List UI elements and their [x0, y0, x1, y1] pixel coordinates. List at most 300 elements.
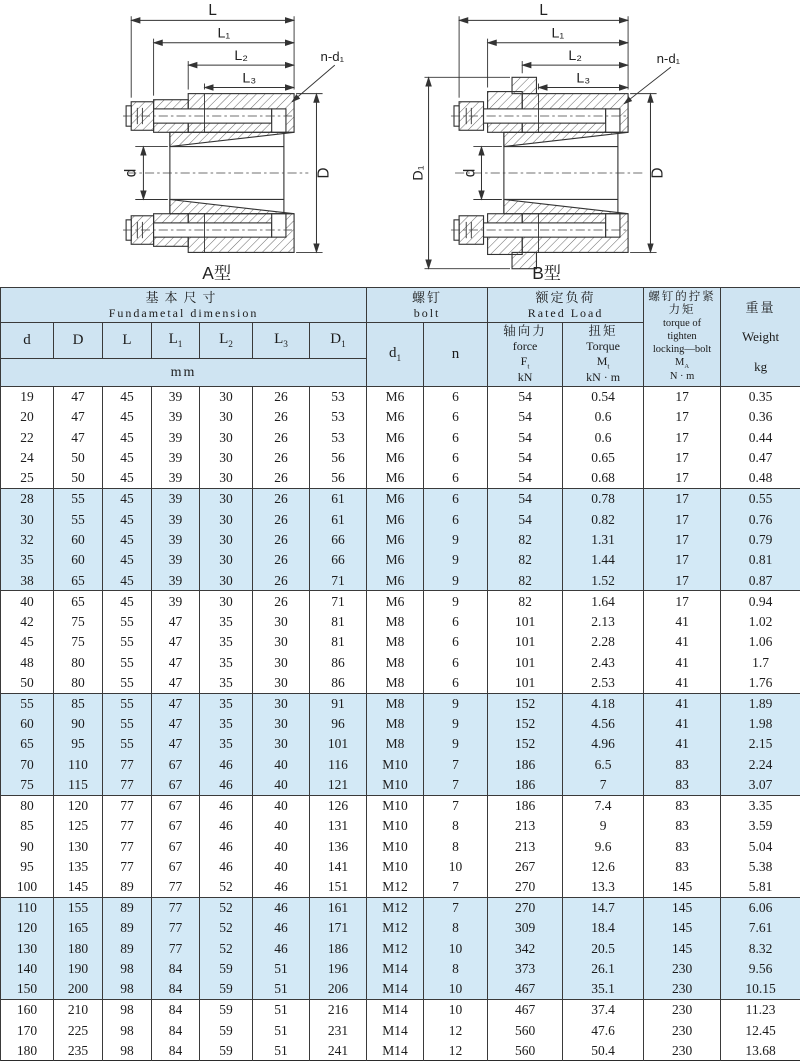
- cell: 83: [644, 754, 721, 774]
- cell: 53: [310, 387, 367, 407]
- table-row: [1, 775, 800, 795]
- cell: 210: [54, 1000, 103, 1020]
- cell: 39: [152, 427, 200, 447]
- cell: M8: [367, 632, 424, 652]
- cell: 30: [1, 509, 54, 529]
- cell: 82: [488, 591, 563, 611]
- cell: 1.52: [563, 570, 644, 590]
- cell: 32: [1, 530, 54, 550]
- cell: 40: [253, 754, 310, 774]
- cell: 40: [253, 795, 310, 815]
- cell: 17: [644, 468, 721, 488]
- cell: 1.64: [563, 591, 644, 611]
- cell: 35: [200, 693, 253, 713]
- cell: 9: [563, 816, 644, 836]
- table-row: [1, 550, 800, 570]
- cell: 170: [1, 1020, 54, 1040]
- cell: 8: [424, 959, 488, 979]
- cell: 47: [152, 673, 200, 693]
- cell: 26: [253, 468, 310, 488]
- cell: 0.44: [721, 427, 800, 447]
- cell: 230: [644, 1020, 721, 1040]
- cell: M14: [367, 1041, 424, 1061]
- cell: 7: [563, 775, 644, 795]
- col-header-L3: $L_3$: [253, 323, 310, 359]
- cell: 47: [54, 387, 103, 407]
- dim-label-L1: L₁: [551, 25, 565, 42]
- drawing-caption-a: A型: [202, 262, 232, 283]
- cell: M6: [367, 448, 424, 468]
- cell: 47: [152, 734, 200, 754]
- cell: 9: [424, 570, 488, 590]
- cell: 39: [152, 550, 200, 570]
- cell: 1.98: [721, 714, 800, 734]
- cell: 30: [200, 489, 253, 509]
- col-header-L1: $L_1$: [152, 323, 200, 359]
- header-tighten-en1: torque of: [662, 318, 702, 330]
- table-row: [1, 959, 800, 979]
- cell: 5.81: [721, 877, 800, 897]
- cell: 151: [310, 877, 367, 897]
- cell: 0.76: [721, 509, 800, 529]
- cell: 121: [310, 775, 367, 795]
- cell: 53: [310, 427, 367, 447]
- cell: 77: [103, 754, 152, 774]
- cell: M10: [367, 857, 424, 877]
- cell: 0.55: [721, 489, 800, 509]
- cell: M6: [367, 387, 424, 407]
- table-row: [1, 938, 800, 958]
- cell: 7: [424, 775, 488, 795]
- cell: 39: [152, 387, 200, 407]
- cell: 4.96: [563, 734, 644, 754]
- cell: 46: [200, 775, 253, 795]
- cell: M6: [367, 591, 424, 611]
- cell: 39: [152, 591, 200, 611]
- cell: 467: [488, 1000, 563, 1020]
- cell: 77: [103, 795, 152, 815]
- cell: M6: [367, 509, 424, 529]
- cell: 0.47: [721, 448, 800, 468]
- cell: 47: [152, 652, 200, 672]
- cell: 0.35: [721, 387, 800, 407]
- cell: 37.4: [563, 1000, 644, 1020]
- cell: 89: [103, 877, 152, 897]
- cell: 30: [200, 591, 253, 611]
- cell: 19: [1, 387, 54, 407]
- table-row: [1, 693, 800, 713]
- cell: 131: [310, 816, 367, 836]
- cell: 30: [200, 570, 253, 590]
- cell: 52: [200, 897, 253, 917]
- cell: 54: [488, 509, 563, 529]
- cell: 41: [644, 714, 721, 734]
- cell: 35: [200, 734, 253, 754]
- cell: 230: [644, 979, 721, 999]
- header-rated-en: Rated Load: [527, 305, 604, 320]
- cell: 9: [424, 530, 488, 550]
- cell: M12: [367, 877, 424, 897]
- col-header-force: [488, 323, 563, 387]
- cell: 45: [1, 632, 54, 652]
- cell: M6: [367, 427, 424, 447]
- cell: 6.06: [721, 897, 800, 917]
- cell: 10: [424, 1000, 488, 1020]
- cell: 54: [488, 468, 563, 488]
- cell: 116: [310, 754, 367, 774]
- cell: 6: [424, 448, 488, 468]
- cell: 0.68: [563, 468, 644, 488]
- cell: 77: [152, 897, 200, 917]
- cell: 60: [1, 714, 54, 734]
- cell: 161: [310, 897, 367, 917]
- cell: 180: [1, 1041, 54, 1061]
- dim-label-D1: D₁: [410, 165, 427, 181]
- cell: 75: [1, 775, 54, 795]
- cell: 241: [310, 1041, 367, 1061]
- cell: M10: [367, 836, 424, 856]
- force-zh: 轴向力: [503, 323, 547, 338]
- cell: 45: [103, 468, 152, 488]
- cell: 84: [152, 959, 200, 979]
- cell: 30: [200, 427, 253, 447]
- cell: 17: [644, 489, 721, 509]
- cell: 54: [488, 489, 563, 509]
- cell: 35: [200, 714, 253, 734]
- cell: 10: [424, 979, 488, 999]
- cell: 47: [152, 693, 200, 713]
- cell: 7.61: [721, 918, 800, 938]
- cell: 6: [424, 407, 488, 427]
- force-sym: $F_t$: [520, 353, 530, 371]
- header-tighten-en3: locking—bolt: [652, 343, 712, 355]
- cell: 46: [253, 918, 310, 938]
- cell: 55: [103, 632, 152, 652]
- cell: 39: [152, 407, 200, 427]
- table-row: [1, 714, 800, 734]
- cell: 4.56: [563, 714, 644, 734]
- cell: 186: [488, 795, 563, 815]
- cell: 51: [253, 1041, 310, 1061]
- header-basic-en: Fundametal dimension: [108, 305, 259, 320]
- cell: M12: [367, 918, 424, 938]
- table-row: [1, 754, 800, 774]
- cell: M8: [367, 714, 424, 734]
- col-header-n: n: [424, 323, 488, 387]
- header-bolt: [367, 288, 488, 323]
- cell: 47.6: [563, 1020, 644, 1040]
- cell: 80: [54, 673, 103, 693]
- cell: 39: [152, 448, 200, 468]
- table-row: [1, 1020, 800, 1040]
- cell: 560: [488, 1020, 563, 1040]
- force-unit: kN: [517, 370, 533, 385]
- cell: 52: [200, 918, 253, 938]
- cell: 84: [152, 1000, 200, 1020]
- cell: 120: [1, 918, 54, 938]
- cell: 55: [54, 489, 103, 509]
- cell: 186: [488, 754, 563, 774]
- cell: M6: [367, 570, 424, 590]
- cell: 17: [644, 448, 721, 468]
- cell: 145: [644, 938, 721, 958]
- cell: 101: [488, 673, 563, 693]
- cell: 77: [103, 775, 152, 795]
- cell: 39: [152, 489, 200, 509]
- table-row: [1, 632, 800, 652]
- header-weight: [721, 288, 800, 387]
- cell: 98: [103, 1000, 152, 1020]
- cell: 270: [488, 897, 563, 917]
- cell: 50.4: [563, 1041, 644, 1061]
- cell: 26: [253, 427, 310, 447]
- cell: 213: [488, 816, 563, 836]
- cell: 6: [424, 387, 488, 407]
- cell: 60: [54, 530, 103, 550]
- cell: 41: [644, 734, 721, 754]
- cell: 81: [310, 632, 367, 652]
- cell: M6: [367, 550, 424, 570]
- cell: 165: [54, 918, 103, 938]
- cell: 2.13: [563, 611, 644, 631]
- col-header-d1: $d_1$: [367, 323, 424, 387]
- table-row: [1, 734, 800, 754]
- cell: 270: [488, 877, 563, 897]
- cell: 17: [644, 427, 721, 447]
- cell: 152: [488, 714, 563, 734]
- cell: 77: [103, 816, 152, 836]
- dim-label-L2: L₂: [234, 48, 248, 65]
- cell: 1.89: [721, 693, 800, 713]
- cell: 41: [644, 652, 721, 672]
- cell: 77: [152, 918, 200, 938]
- cell: 81: [310, 611, 367, 631]
- cell: 171: [310, 918, 367, 938]
- header-weight-en: Weight: [741, 329, 780, 345]
- cell: 55: [103, 673, 152, 693]
- dim-label-L: L: [208, 2, 217, 20]
- cell: 152: [488, 693, 563, 713]
- table-row: [1, 407, 800, 427]
- cell: 26: [253, 387, 310, 407]
- cell: 11.23: [721, 1000, 800, 1020]
- cell: 3.59: [721, 816, 800, 836]
- dim-label-L1: L₁: [217, 25, 231, 42]
- cell: 26: [253, 550, 310, 570]
- header-weight-unit: kg: [754, 358, 768, 374]
- cell: 12.6: [563, 857, 644, 877]
- cell: 180: [54, 938, 103, 958]
- cell: 6: [424, 509, 488, 529]
- cell: 342: [488, 938, 563, 958]
- col-header-L2: $L_2$: [200, 323, 253, 359]
- cell: 56: [310, 468, 367, 488]
- cell: 7: [424, 795, 488, 815]
- cell: 2.43: [563, 652, 644, 672]
- cell: 77: [103, 836, 152, 856]
- cell: 35: [200, 611, 253, 631]
- cell: 20.5: [563, 938, 644, 958]
- cell: 560: [488, 1041, 563, 1061]
- cell: 126: [310, 795, 367, 815]
- cell: 59: [200, 959, 253, 979]
- cell: 30: [200, 550, 253, 570]
- dim-label-D: D: [649, 167, 667, 179]
- cell: 45: [103, 387, 152, 407]
- cell: 230: [644, 1000, 721, 1020]
- cell: 41: [644, 673, 721, 693]
- cell: 12.45: [721, 1020, 800, 1040]
- cell: 1.44: [563, 550, 644, 570]
- cell: 5.38: [721, 857, 800, 877]
- cell: 67: [152, 857, 200, 877]
- cell: 17: [644, 550, 721, 570]
- cell: 84: [152, 979, 200, 999]
- cell: 30: [253, 714, 310, 734]
- drawing-caption-b: B型: [532, 262, 562, 283]
- cell: 47: [152, 714, 200, 734]
- technical-drawings: [0, 0, 800, 287]
- cell: 38: [1, 570, 54, 590]
- cell: 55: [1, 693, 54, 713]
- cell: 50: [54, 448, 103, 468]
- cell: 90: [1, 836, 54, 856]
- cell: 100: [1, 877, 54, 897]
- cell: 83: [644, 795, 721, 815]
- cell: 42: [1, 611, 54, 631]
- table-row: [1, 897, 800, 917]
- cell: 17: [644, 509, 721, 529]
- cell: 0.94: [721, 591, 800, 611]
- header-weight-zh: 重量: [745, 299, 776, 315]
- cell: 155: [54, 897, 103, 917]
- cell: 46: [200, 836, 253, 856]
- cell: 40: [253, 775, 310, 795]
- cell: M10: [367, 795, 424, 815]
- header-rated-zh: 额定负荷: [535, 290, 596, 305]
- cell: 110: [1, 897, 54, 917]
- cell: 65: [1, 734, 54, 754]
- cell: 59: [200, 1041, 253, 1061]
- cell: 0.82: [563, 509, 644, 529]
- cell: 0.81: [721, 550, 800, 570]
- col-header-D1: $D_1$: [310, 323, 367, 359]
- cell: 25: [1, 468, 54, 488]
- cell: 28: [1, 489, 54, 509]
- cell: 89: [103, 938, 152, 958]
- col-header-D: D: [54, 323, 103, 359]
- cell: 45: [103, 530, 152, 550]
- cell: 2.15: [721, 734, 800, 754]
- cell: 45: [103, 509, 152, 529]
- cell: 10.15: [721, 979, 800, 999]
- cell: 30: [200, 387, 253, 407]
- cell: 30: [253, 611, 310, 631]
- cell: 9: [424, 550, 488, 570]
- cell: M12: [367, 938, 424, 958]
- cell: 0.36: [721, 407, 800, 427]
- cell: 0.87: [721, 570, 800, 590]
- cell: M6: [367, 530, 424, 550]
- cell: 110: [54, 754, 103, 774]
- cell: 82: [488, 530, 563, 550]
- cell: 101: [488, 611, 563, 631]
- cell: 6.5: [563, 754, 644, 774]
- cell: 82: [488, 570, 563, 590]
- cell: 35: [200, 652, 253, 672]
- table-body: [1, 387, 800, 1061]
- cell: 86: [310, 673, 367, 693]
- cell: M12: [367, 897, 424, 917]
- cell: 46: [200, 754, 253, 774]
- cell: 235: [54, 1041, 103, 1061]
- cell: 98: [103, 959, 152, 979]
- cell: 77: [152, 877, 200, 897]
- cell: 17: [644, 591, 721, 611]
- cell: 467: [488, 979, 563, 999]
- torque-zh: 扭矩: [588, 323, 618, 338]
- cell: 8: [424, 918, 488, 938]
- cell: 55: [103, 652, 152, 672]
- cell: 13.3: [563, 877, 644, 897]
- cell: 86: [310, 652, 367, 672]
- cell: 41: [644, 632, 721, 652]
- cell: 84: [152, 1020, 200, 1040]
- cell: 30: [253, 673, 310, 693]
- cell: 12: [424, 1020, 488, 1040]
- cell: 30: [253, 632, 310, 652]
- table-row: [1, 427, 800, 447]
- dim-label-L2: L₂: [568, 48, 582, 65]
- cell: 8.32: [721, 938, 800, 958]
- drawing-type-a: [68, 2, 398, 285]
- cell: M6: [367, 407, 424, 427]
- cell: 9.56: [721, 959, 800, 979]
- cell: 10: [424, 938, 488, 958]
- table-row: [1, 570, 800, 590]
- dimension-table: [0, 287, 800, 1061]
- cell: 1.02: [721, 611, 800, 631]
- cell: 30: [200, 448, 253, 468]
- cell: 30: [200, 509, 253, 529]
- cell: 89: [103, 897, 152, 917]
- cell: 30: [200, 468, 253, 488]
- cell: 50: [1, 673, 54, 693]
- table-row: [1, 673, 800, 693]
- cell: 130: [1, 938, 54, 958]
- header-basic-dimension: [1, 288, 367, 323]
- cell: 140: [1, 959, 54, 979]
- table-row: [1, 591, 800, 611]
- cell: 30: [253, 693, 310, 713]
- cell: 26: [253, 530, 310, 550]
- header-tighten-sym: $M_A$: [675, 356, 690, 370]
- cell: 2.53: [563, 673, 644, 693]
- col-header-d: d: [1, 323, 54, 359]
- cell: 26: [253, 407, 310, 427]
- cell: 95: [1, 857, 54, 877]
- cell: 30: [253, 734, 310, 754]
- cell: 0.78: [563, 489, 644, 509]
- cell: M14: [367, 979, 424, 999]
- cell: 26: [253, 489, 310, 509]
- cell: 17: [644, 530, 721, 550]
- table-row: [1, 489, 800, 509]
- cell: 9: [424, 734, 488, 754]
- cell: 0.54: [563, 387, 644, 407]
- table-row: [1, 877, 800, 897]
- header-tighten-torque: [644, 288, 721, 387]
